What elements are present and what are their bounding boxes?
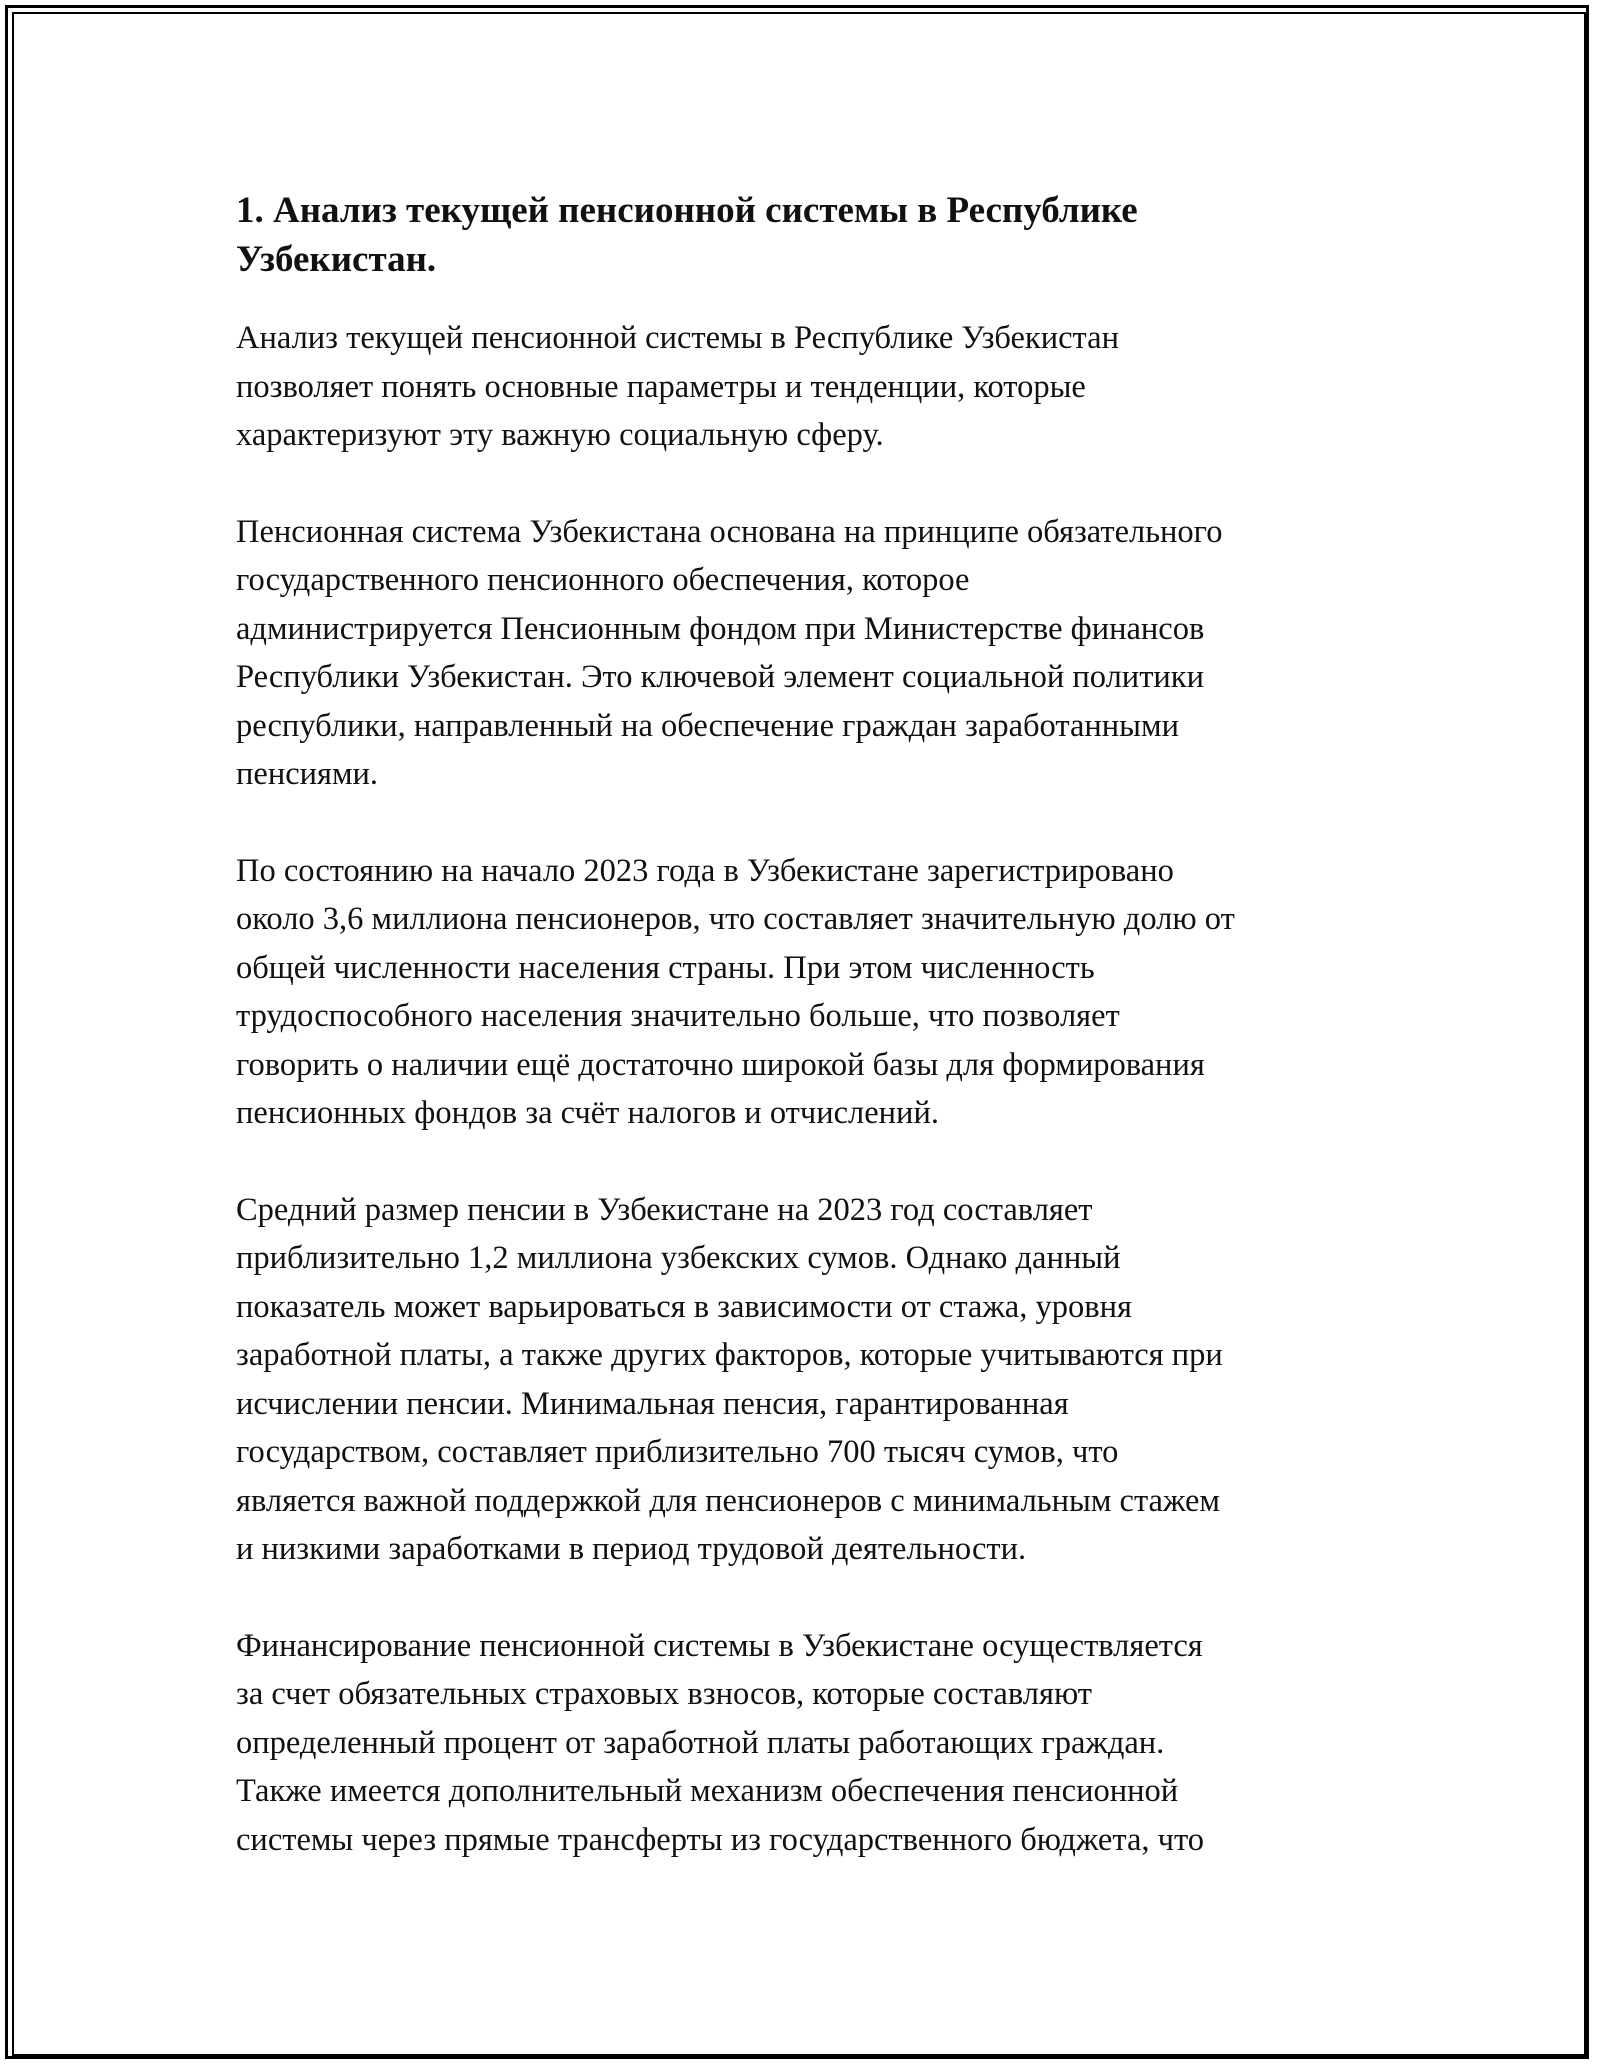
paragraph-line: Республики Узбекистан. Это ключевой элемент социальной политики xyxy=(236,659,1204,695)
paragraph-line: определенный процент от заработной платы работающих граждан. xyxy=(236,1724,1165,1761)
paragraph-line: показатель может варьироваться в зависимости от стажа, уровня xyxy=(236,1288,1132,1325)
paragraph-line: около 3,6 миллиона пенсионеров, что составляет значительную долю от xyxy=(236,901,1235,937)
paragraph-line: государством, составляет приблизительно 700 тысяч сумов, что xyxy=(236,1434,1119,1470)
paragraph-line: общей численности населения страны. При этом численность xyxy=(236,949,1095,986)
paragraph-pensioner-count xyxy=(236,847,1386,1138)
paragraph-line: республики, направленный на обеспечение граждан заработанными xyxy=(236,707,1179,744)
paragraph-line: исчислении пенсии. Минимальная пенсия, гарантированная xyxy=(236,1385,1069,1422)
paragraph-line: Также имеется дополнительный механизм обеспечения пенсионной xyxy=(236,1773,1179,1809)
paragraph-line: заработной платы, а также других факторов, которые учитываются при xyxy=(236,1337,1223,1373)
paragraph-line: и низкими заработками в период трудовой деятельности. xyxy=(236,1531,1027,1567)
paragraph-line: государственного пенсионного обеспечения, которое xyxy=(236,562,970,598)
heading-line: 1. Анализ текущей пенсионной системы в Республике xyxy=(236,190,1138,231)
paragraph-average-pension xyxy=(236,1186,1386,1574)
paragraph-line: является важной поддержкой для пенсионеров с минимальным стажем xyxy=(236,1482,1220,1519)
paragraph-line: пенсионных фондов за счёт налогов и отчислений. xyxy=(236,1095,939,1131)
paragraph-line: говорить о наличии ещё достаточно широкой базы для формирования xyxy=(236,1046,1205,1083)
section-heading xyxy=(236,186,1386,284)
paragraph-system-basis xyxy=(236,508,1386,799)
paragraph-line: за счет обязательных страховых взносов, которые составляют xyxy=(236,1676,1092,1712)
paragraph-line: Анализ текущей пенсионной системы в Республике Узбекистан xyxy=(236,320,1119,356)
document-body xyxy=(236,186,1386,1912)
paragraph-line: Средний размер пенсии в Узбекистане на 2023 год составляет xyxy=(236,1191,1093,1228)
paragraph-intro xyxy=(236,314,1386,460)
paragraph-line: приблизительно 1,2 миллиона узбекских сумов. Однако данный xyxy=(236,1240,1121,1276)
paragraph-line: системы через прямые трансферты из государственного бюджета, что xyxy=(236,1821,1204,1858)
paragraph-line: пенсиями. xyxy=(236,756,379,792)
paragraph-line: По состоянию на начало 2023 года в Узбекистане зарегистрировано xyxy=(236,852,1174,889)
paragraph-line: Пенсионная система Узбекистана основана на принципе обязательного xyxy=(236,513,1223,550)
paragraph-line: Финансирование пенсионной системы в Узбекистане осуществляется xyxy=(236,1627,1203,1664)
heading-line: Узбекистан. xyxy=(236,239,437,280)
paragraph-line: позволяет понять основные параметры и тенденции, которые xyxy=(236,368,1086,405)
paragraph-line: характеризуют эту важную социальную сферу. xyxy=(236,417,884,453)
paragraph-line: трудоспособного населения значительно больше, что позволяет xyxy=(236,998,1120,1034)
paragraph-financing xyxy=(236,1622,1386,1865)
paragraph-line: администрируется Пенсионным фондом при Министерстве финансов xyxy=(236,610,1205,647)
